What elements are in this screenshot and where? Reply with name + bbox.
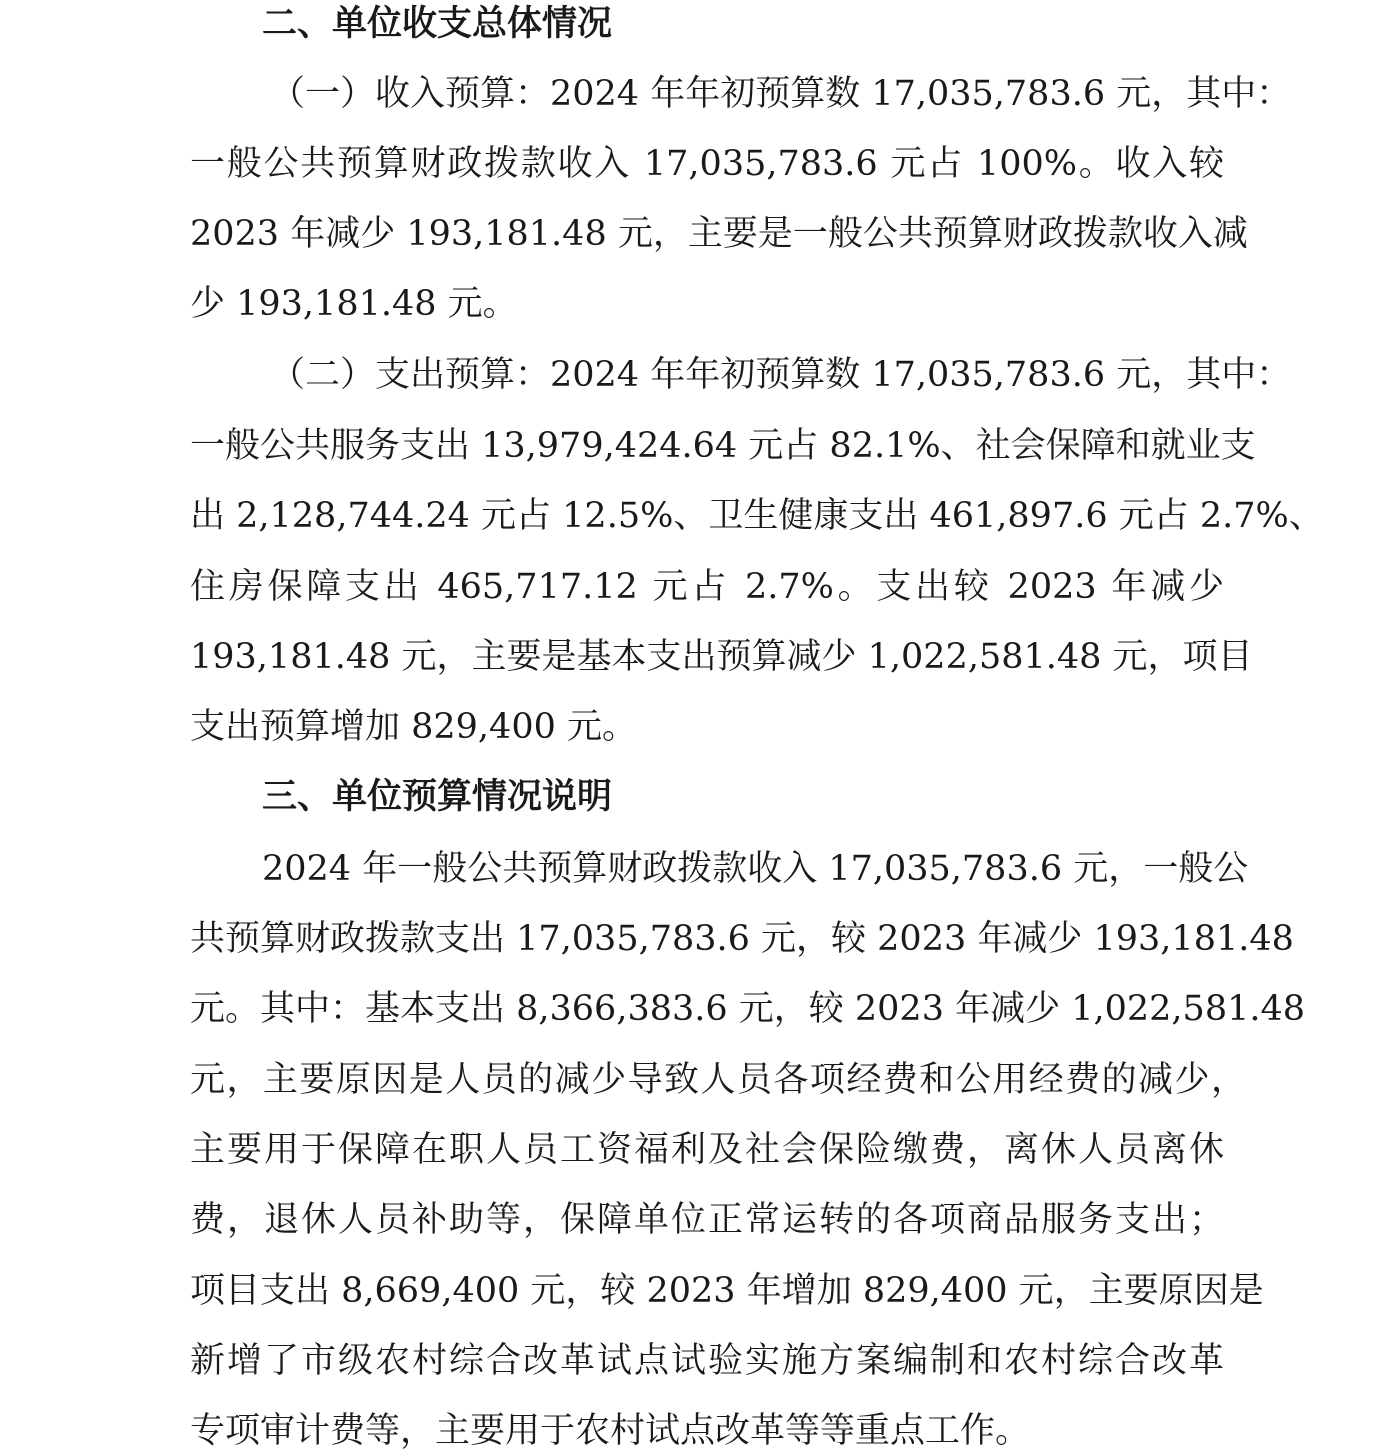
paragraph-line: 2023 年减少 193,181.48 元，主要是一般公共预算财政拨款收入减	[190, 214, 1248, 254]
paragraph-line: 一般公共服务支出 13,979,424.64 元占 82.1%、社会保障和就业支	[190, 426, 1256, 466]
paragraph-line: 住房保障支出 465,717.12 元占 2.7%。支出较 2023 年减少	[190, 567, 1224, 607]
section-heading-overall: 二、单位收支总体情况	[262, 4, 613, 44]
paragraph-line: 共预算财政拨款支出 17,035,783.6 元，较 2023 年减少 193,181.48	[190, 919, 1294, 959]
paragraph-line: 出 2,128,744.24 元占 12.5%、卫生健康支出 461,897.6 元占 2.7%、	[190, 496, 1324, 536]
paragraph-line: 主要用于保障在职人员工资福利及社会保险缴费，离休人员离休	[190, 1130, 1224, 1170]
paragraph-line: 一般公共预算财政拨款收入 17,035,783.6 元占 100%。收入较	[190, 144, 1224, 184]
paragraph-line: 193,181.48 元，主要是基本支出预算减少 1,022,581.48 元，项目	[190, 637, 1253, 677]
paragraph-line: 项目支出 8,669,400 元，较 2023 年增加 829,400 元，主要原因是	[190, 1271, 1264, 1311]
paragraph-line: 元。其中：基本支出 8,366,383.6 元，较 2023 年减少 1,022,581.48	[190, 989, 1306, 1029]
paragraph-line: 2024 年一般公共预算财政拨款收入 17,035,783.6 元，一般公	[262, 849, 1249, 889]
paragraph-line: 新增了市级农村综合改革试点试验实施方案编制和农村综合改革	[190, 1341, 1224, 1381]
paragraph-line: （一）收入预算：2024 年年初预算数 17,035,783.6 元，其中：	[270, 74, 1292, 114]
paragraph-line: （二）支出预算：2024 年年初预算数 17,035,783.6 元，其中：	[270, 355, 1292, 395]
paragraph-line: 少 193,181.48 元。	[190, 284, 518, 324]
section-heading-budget: 三、单位预算情况说明	[262, 777, 613, 817]
paragraph-line: 专项审计费等，主要用于农村试点改革等等重点工作。	[190, 1411, 1031, 1451]
paragraph-line: 元，主要原因是人员的减少导致人员各项经费和公用经费的减少，	[190, 1060, 1246, 1100]
paragraph-line: 费，退休人员补助等，保障单位正常运转的各项商品服务支出；	[190, 1200, 1224, 1240]
paragraph-line: 支出预算增加 829,400 元。	[190, 707, 637, 747]
